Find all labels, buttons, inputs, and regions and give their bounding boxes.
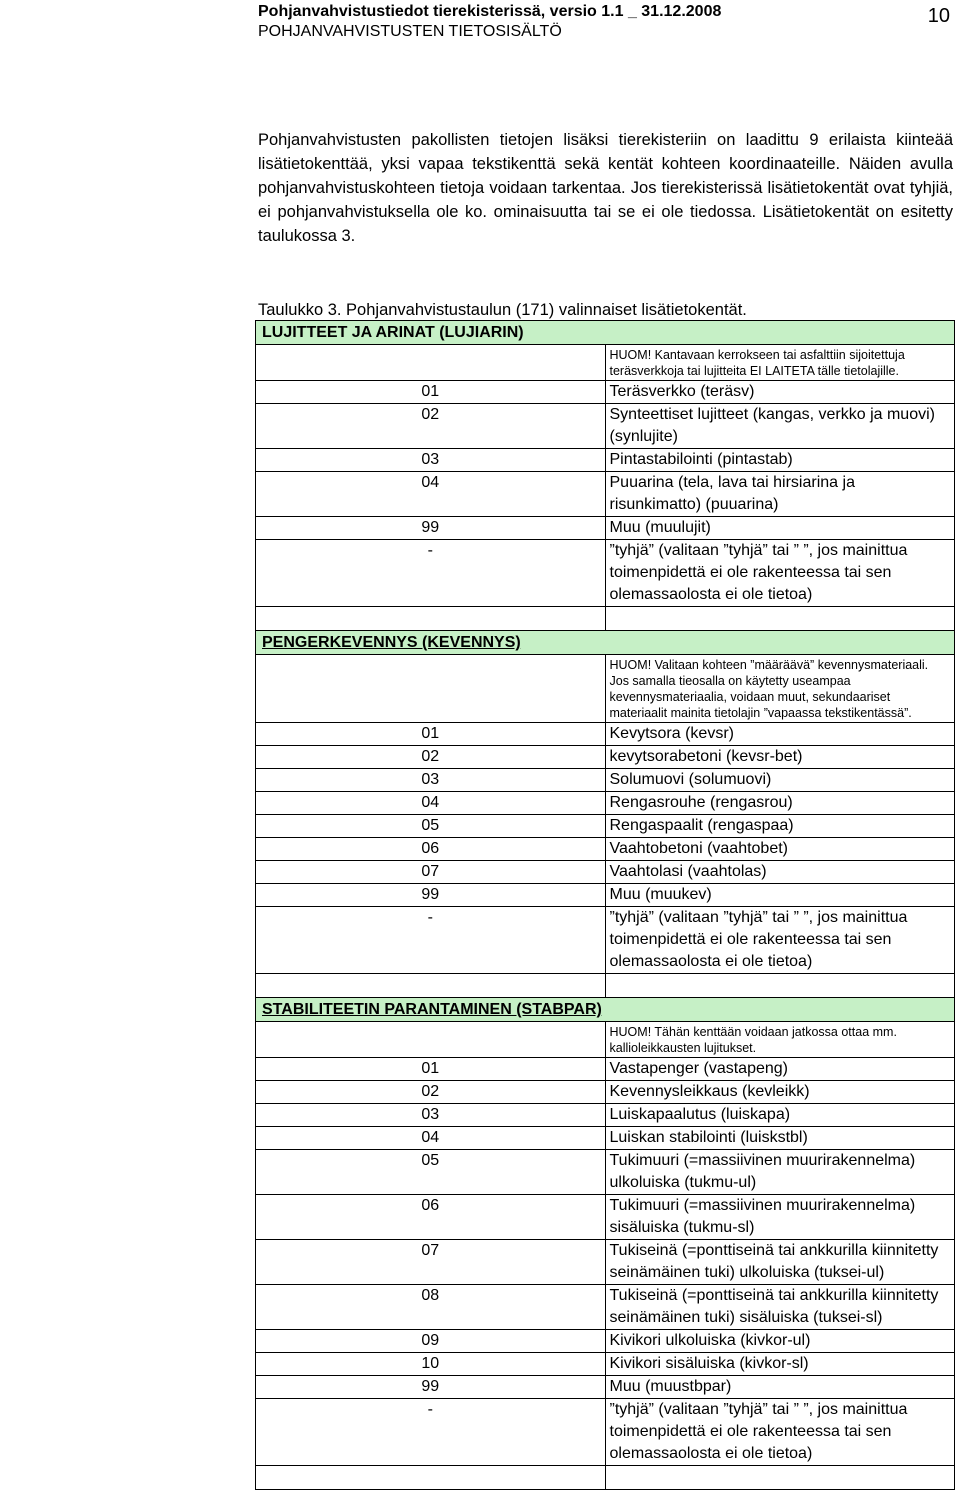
value-code: 07 <box>256 1240 606 1285</box>
table-caption: Taulukko 3. Pohjanvahvistustaulun (171) valinnaiset lisätietokentät. <box>258 301 747 319</box>
value-code: 04 <box>256 792 606 815</box>
value-code: 07 <box>256 861 606 884</box>
section-title-text: PENGERKEVENNYS (KEVENNYS) <box>262 634 521 651</box>
table-row <box>256 815 955 838</box>
value-description: Luiskapaalutus (luiskapa) <box>605 1104 955 1127</box>
section-header-row <box>256 631 955 655</box>
section-note: HUOM! Kantavaan kerrokseen tai asfalttiin sijoitettuja teräsverkkoja tai lujitteita EI LAITETA tälle tietolajille. <box>605 345 955 381</box>
table-row <box>256 1127 955 1150</box>
value-code: 02 <box>256 746 606 769</box>
section-note: HUOM! Tähän kenttään voidaan jatkossa ottaa mm. kallioleikkausten lujitukset. <box>605 1022 955 1058</box>
table-row <box>256 404 955 449</box>
page-number: 10 <box>927 5 950 27</box>
value-description: Vaahtolasi (vaahtolas) <box>605 861 955 884</box>
value-code: 03 <box>256 449 606 472</box>
table-row <box>256 1104 955 1127</box>
section-title <box>256 631 955 655</box>
value-code: 99 <box>256 517 606 540</box>
table-row <box>256 1150 955 1195</box>
table-row <box>256 517 955 540</box>
value-description: Rengaspaalit (rengaspaa) <box>605 815 955 838</box>
section-title <box>256 321 955 345</box>
value-code: 03 <box>256 1104 606 1127</box>
note-row <box>256 655 955 723</box>
value-code: 06 <box>256 838 606 861</box>
table-row <box>256 1240 955 1285</box>
value-code: 01 <box>256 723 606 746</box>
note-code-cell <box>256 345 606 381</box>
value-description: Tukiseinä (=ponttiseinä tai ankkurilla kiinnitetty seinämäinen tuki) ulkoluiska (tuksei-ul) <box>605 1240 955 1285</box>
value-description: Synteettiset lujitteet (kangas, verkko ja muovi) (synlujite) <box>605 404 955 449</box>
table-row <box>256 907 955 974</box>
document-title: Pohjanvahvistustiedot tierekisterissä, versio 1.1 _ 31.12.2008 <box>258 3 722 20</box>
value-description: kevytsorabetoni (kevsr-bet) <box>605 746 955 769</box>
blank-text-cell <box>605 607 955 631</box>
table-row <box>256 381 955 404</box>
section-title <box>256 998 955 1022</box>
table-row <box>256 1399 955 1466</box>
value-description: Tukiseinä (=ponttiseinä tai ankkurilla kiinnitetty seinämäinen tuki) sisäluiska (tuksei-sl) <box>605 1285 955 1330</box>
table-row <box>256 861 955 884</box>
value-description: Kivikori ulkoluiska (kivkor-ul) <box>605 1330 955 1353</box>
value-description: ”tyhjä” (valitaan ”tyhjä” tai ” ”, jos mainittua toimenpidettä ei ole rakenteessa tai sen olemassaolosta ei ole tietoa) <box>605 1399 955 1466</box>
value-code: 09 <box>256 1330 606 1353</box>
value-code: 05 <box>256 1150 606 1195</box>
value-description: Muu (muustbpar) <box>605 1376 955 1399</box>
value-description: Pintastabilointi (pintastab) <box>605 449 955 472</box>
value-code: 02 <box>256 1081 606 1104</box>
value-code: 03 <box>256 769 606 792</box>
note-row <box>256 1022 955 1058</box>
value-description: Puuarina (tela, lava tai hirsiarina ja risunkimatto) (puuarina) <box>605 472 955 517</box>
value-description: Luiskan stabilointi (luiskstbl) <box>605 1127 955 1150</box>
value-code: 99 <box>256 1376 606 1399</box>
blank-text-cell <box>605 974 955 998</box>
blank-text-cell <box>605 1466 955 1490</box>
table-row <box>256 472 955 517</box>
note-code-cell <box>256 1022 606 1058</box>
table-row <box>256 1081 955 1104</box>
note-code-cell <box>256 655 606 723</box>
additional-fields-table <box>255 320 955 1490</box>
value-description: Teräsverkko (teräsv) <box>605 381 955 404</box>
table-row <box>256 723 955 746</box>
table-row <box>256 792 955 815</box>
section-title-text: STABILITEETIN PARANTAMINEN (STABPAR) <box>262 1001 602 1018</box>
document-subtitle: POHJANVAHVISTUSTEN TIETOSISÄLTÖ <box>258 23 562 40</box>
intro-paragraph: Pohjanvahvistusten pakollisten tietojen lisäksi tierekisteriin on laadittu 9 erilaista kiinteää lisätietokenttää, yksi vapaa tekstikenttä sekä kentät kohteen koordinaateille. Näiden avulla pohjanvahvistuskohteen tietoja voidaan tarkentaa. Jos tierekisterissä lisätietokentät ovat tyhjiä, ei pohjanvahvistuksella ole ko. ominaisuutta tai se ei ole tiedossa. Lisätietokentät on esitetty taulukossa 3. <box>258 131 953 245</box>
blank-code-cell <box>256 607 606 631</box>
table-row <box>256 1285 955 1330</box>
section-header-row <box>256 998 955 1022</box>
value-description: Kevytsora (kevsr) <box>605 723 955 746</box>
section-header-row <box>256 321 955 345</box>
table-row <box>256 1330 955 1353</box>
page-header <box>258 2 958 42</box>
table-row <box>256 769 955 792</box>
note-row <box>256 345 955 381</box>
blank-code-cell <box>256 1466 606 1490</box>
value-description: ”tyhjä” (valitaan ”tyhjä” tai ” ”, jos mainittua toimenpidettä ei ole rakenteessa tai sen olemassaolosta ei ole tietoa) <box>605 907 955 974</box>
blank-row <box>256 974 955 998</box>
section-title-text: LUJITTEET JA ARINAT (LUJIARIN) <box>262 324 524 341</box>
value-code: 01 <box>256 1058 606 1081</box>
table-row <box>256 746 955 769</box>
table-row <box>256 1376 955 1399</box>
value-description: Kevennysleikkaus (kevleikk) <box>605 1081 955 1104</box>
value-code: 06 <box>256 1195 606 1240</box>
section-note: HUOM! Valitaan kohteen ”määräävä” kevennysmateriaali. Jos samalla tieosalla on käytetty useampaa kevennysmateriaalia, voidaan muut, sekundaariset materiaalit mainita tietolajin ”vapaassa tekstikentässä”. <box>605 655 955 723</box>
table-row <box>256 540 955 607</box>
value-code: 08 <box>256 1285 606 1330</box>
blank-code-cell <box>256 974 606 998</box>
value-code: 04 <box>256 472 606 517</box>
value-description: Tukimuuri (=massiivinen muurirakennelma) ulkoluiska (tukmu-ul) <box>605 1150 955 1195</box>
table-row <box>256 1353 955 1376</box>
value-description: Solumuovi (solumuovi) <box>605 769 955 792</box>
value-code: 05 <box>256 815 606 838</box>
value-code: 02 <box>256 404 606 449</box>
value-description: Vastapenger (vastapeng) <box>605 1058 955 1081</box>
table-row <box>256 838 955 861</box>
value-code: - <box>256 1399 606 1466</box>
table-row <box>256 1195 955 1240</box>
value-code: 04 <box>256 1127 606 1150</box>
blank-row <box>256 607 955 631</box>
value-description: Muu (muulujit) <box>605 517 955 540</box>
value-code: 10 <box>256 1353 606 1376</box>
value-code: - <box>256 907 606 974</box>
table-row <box>256 449 955 472</box>
value-code: - <box>256 540 606 607</box>
table-row <box>256 884 955 907</box>
value-description: Kivikori sisäluiska (kivkor-sl) <box>605 1353 955 1376</box>
blank-row <box>256 1466 955 1490</box>
table-row <box>256 1058 955 1081</box>
value-description: Muu (muukev) <box>605 884 955 907</box>
value-description: Tukimuuri (=massiivinen muurirakennelma) sisäluiska (tukmu-sl) <box>605 1195 955 1240</box>
value-description: Rengasrouhe (rengasrou) <box>605 792 955 815</box>
value-code: 99 <box>256 884 606 907</box>
value-description: Vaahtobetoni (vaahtobet) <box>605 838 955 861</box>
value-code: 01 <box>256 381 606 404</box>
value-description: ”tyhjä” (valitaan ”tyhjä” tai ” ”, jos mainittua toimenpidettä ei ole rakenteessa tai sen olemassaolosta ei ole tietoa) <box>605 540 955 607</box>
